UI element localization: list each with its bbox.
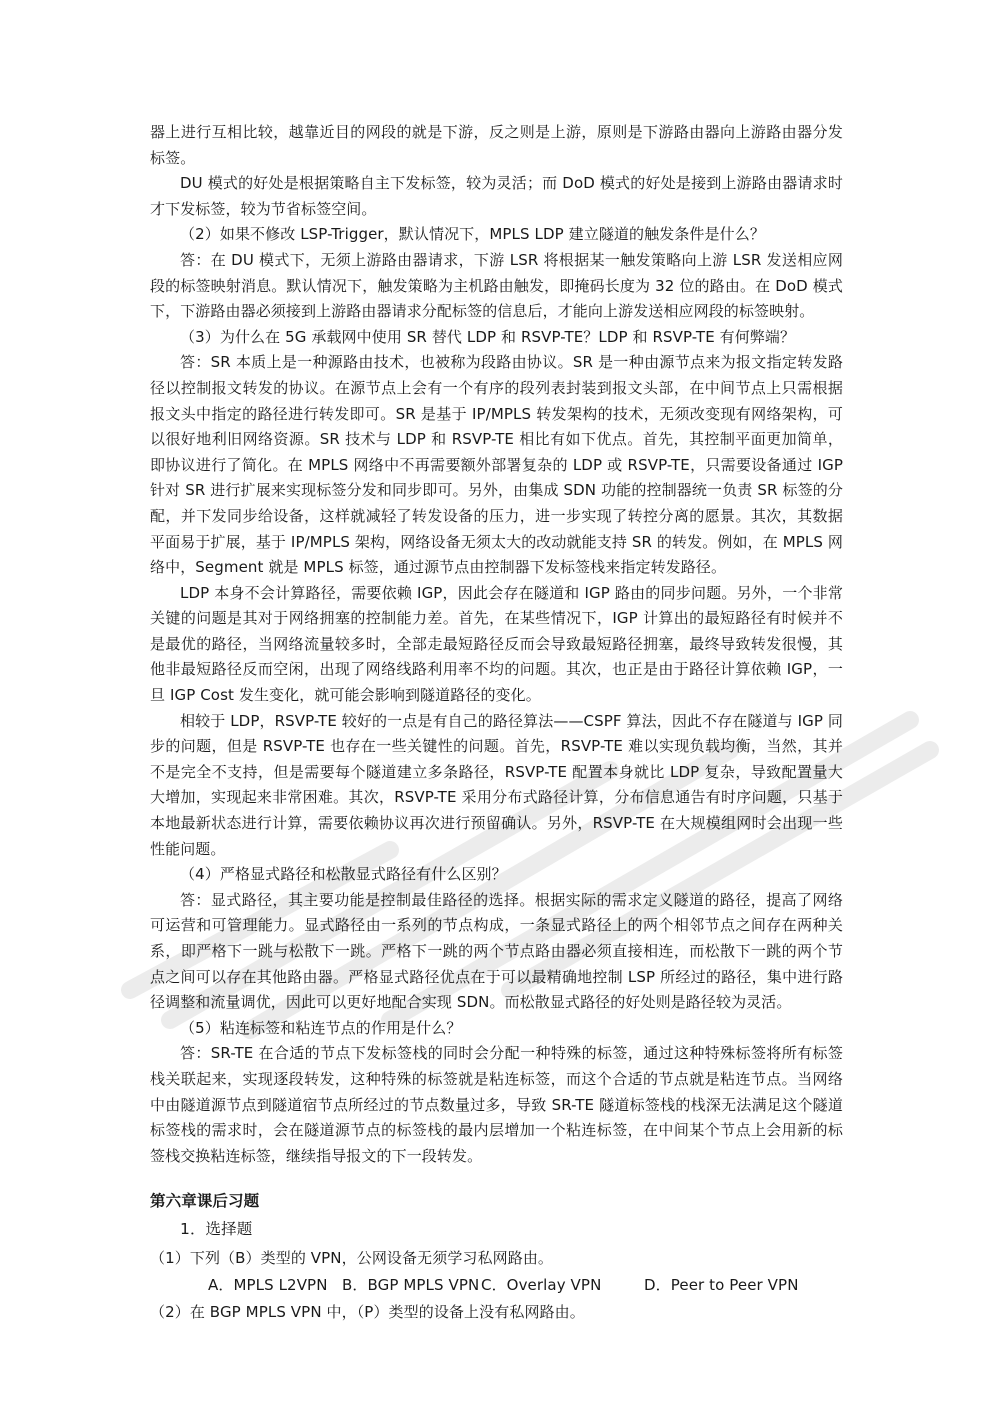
paragraph: 相较于 LDP，RSVP-TE 较好的一点是有自己的路径算法——CSPF 算法，因此不存在隧道与 IGP 同步的问题，但是 RSVP-TE 也存在一些关键性的问题。首先，RSVP-TE 难以实现负载均衡，当然，其并不是完全不支持，但是需要每个隧道建立多条路径，RSVP-TE 配置本身就比 LDP 复杂，导致配置量大大增加，实现起来非常困难。其次，RSVP-TE 采用分布式路径计算，分布信息通告有时序问题，只基于本地最新状态进行计算，需要依赖协议再次进行预留确认。另外，RSVP-TE 在大规模组网时会出现一些性能问题。: [150, 711, 843, 858]
answer-paragraph: 答：显式路径，其主要功能是控制最佳路径的选择。根据实际的需求定义隧道的路径，提高了网络可运营和可管理能力。显式路径由一系列的节点构成，一条显式路径上的两个相邻节点之间存在两种关系，即严格下一跳与松散下一跳。严格下一跳的两个节点路由器必须直接相连，而松散下一跳的两个节点之间可以存在其他路由器。严格显式路径优点在于可以最精确地控制 LSP 所经过的路径，集中进行路径调整和流量调优，因此可以更好地配合实现 SDN。而松散显式路径的好处则是路径较为灵活。: [150, 890, 843, 1012]
option-a: A．MPLS L2VPN: [208, 1276, 328, 1295]
page-body: [150, 120, 843, 1326]
answer-paragraph: 答：SR-TE 在合适的节点下发标签栈的同时会分配一种特殊的标签，通过这种特殊标签将所有标签栈关联起来，实现逐段转发，这种特殊的标签就是粘连标签，而这个合适的节点就是粘连节点。当网络中由隧道源节点到隧道宿节点所经过的节点数量过多，导致 SR-TE 隧道标签栈的栈深无法满足这个隧道标签栈的需求时，会在隧道源节点的标签栈的最内层增加一个粘连标签，在中间某个节点上会用新的标签栈交换粘连标签，继续指导报文的下一段转发。: [150, 1044, 843, 1165]
exercise-question: （1）下列（B）类型的 VPN，公网设备无须学习私网路由。: [150, 1249, 554, 1268]
paragraph: DU 模式的好处是根据策略自主下发标签，较为灵活；而 DoD 模式的好处是接到上游路由器请求时才下发标签，较为节省标签空间。: [150, 174, 843, 218]
question-heading: （5）粘连标签和粘连节点的作用是什么？: [180, 1018, 462, 1037]
question-heading: （4）严格显式路径和松散显式路径有什么区别？: [180, 865, 507, 884]
option-c: C．Overlay VPN: [481, 1276, 602, 1295]
exercise-question: （2）在 BGP MPLS VPN 中，（P）类型的设备上没有私网路由。: [150, 1303, 585, 1322]
paragraph: LDP 本身不会计算路径，需要依赖 IGP，因此会存在隧道和 IGP 路由的同步问题。另外，一个非常关键的问题是其对于网络拥塞的控制能力差。首先，在某些情况下，IGP 计算出的最短路径有时候并不是最优的路径，当网络流量较多时，全部走最短路径反而会导致最短路径拥塞，最终导致转发很慢，其他非最短路径反而空闲，出现了网络线路利用率不均的问题。其次，也正是由于路径计算依赖 IGP，一旦 IGP Cost 发生变化，就可能会影响到隧道路径的变化。: [150, 583, 843, 705]
chapter-title: 第六章课后习题: [150, 1192, 260, 1211]
option-b: B．BGP MPLS VPN: [342, 1276, 480, 1295]
exercise-options: [150, 1272, 843, 1298]
option-d: D．Peer to Peer VPN: [644, 1276, 799, 1295]
answer-paragraph: 答：在 DU 模式下，无须上游路由器请求，下游 LSR 将根据某一触发策略向上游 LSR 发送相应网段的标签映射消息。默认情况下，触发策略为主机路由触发，即掩码长度为 32 位的路由。在 DoD 模式下，下游路由器必须接到上游路由器请求分配标签的信息后，才能向上游发送相应网段的标签映射。: [150, 250, 843, 321]
paragraph: 器上进行互相比较，越靠近目的网段的就是下游，反之则是上游，原则是下游路由器向上游路由器分发标签。: [150, 123, 843, 167]
answer-paragraph: 答：SR 本质上是一种源路由技术，也被称为段路由协议。SR 是一种由源节点来为报文指定转发路径以控制报文转发的协议。在源节点上会有一个有序的段列表封装到报文头部，在中间节点上只需根据报文头中指定的路径进行转发即可。SR 是基于 IP/MPLS 转发架构的技术，无须改变现有网络架构，可以很好地利旧网络资源。SR 技术与 LDP 和 RSVP-TE 相比有如下优点。首先，其控制平面更加简单，即协议进行了简化。在 MPLS 网络中不再需要额外部署复杂的 LDP 或 RSVP-TE，只需要设备通过 IGP 针对 SR 进行扩展来实现标签分发和同步即可。另外，由集成 SDN 功能的控制器统一负责 SR 标签的分配，并下发同步给设备，这样就减轻了转发设备的压力，进一步实现了转控分离的愿景。其次，其数据平面易于扩展，基于 IP/MPLS 架构，网络设备无须太大的改动就能支持 SR 的转发。例如，在 MPLS 网络中，Segment 就是 MPLS 标签，通过源节点由控制器下发标签栈来指定转发路径。: [150, 353, 843, 577]
question-heading: （3）为什么在 5G 承载网中使用 SR 替代 LDP 和 RSVP-TE？LDP 和 RSVP-TE 有何弊端？: [180, 327, 796, 346]
question-heading: （2）如果不修改 LSP-Trigger，默认情况下，MPLS LDP 建立隧道的触发条件是什么？: [180, 225, 765, 244]
section-title: 1．选择题: [180, 1220, 253, 1239]
